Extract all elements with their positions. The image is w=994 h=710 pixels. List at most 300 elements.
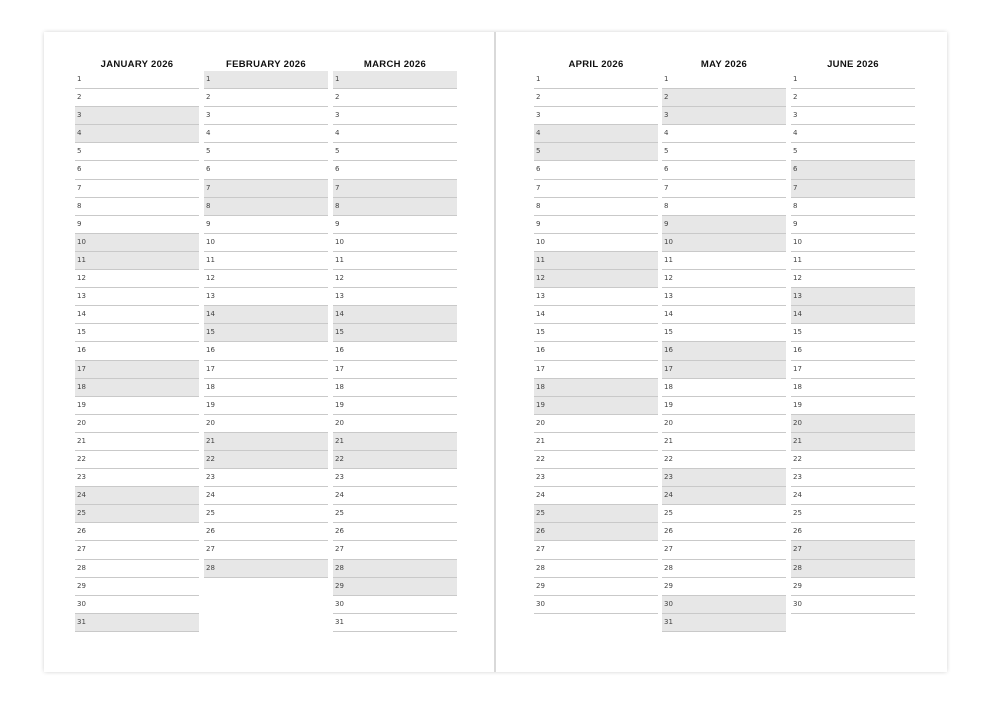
day-row[interactable] (534, 505, 658, 523)
day-number: 14 (206, 310, 215, 319)
day-row[interactable] (791, 89, 915, 107)
day-row[interactable] (333, 198, 457, 216)
day-row[interactable] (534, 306, 658, 324)
day-row[interactable] (534, 198, 658, 216)
day-row[interactable] (204, 379, 328, 397)
day-number: 27 (664, 545, 673, 554)
day-number: 23 (793, 473, 802, 482)
day-number: 1 (206, 75, 211, 83)
day-number: 15 (335, 328, 344, 337)
day-row[interactable] (204, 397, 328, 415)
day-number: 22 (335, 454, 344, 463)
day-row[interactable] (662, 578, 786, 596)
day-row[interactable] (333, 433, 457, 451)
day-row[interactable] (204, 252, 328, 270)
day-number: 30 (793, 599, 802, 608)
day-row[interactable] (75, 125, 199, 143)
day-number: 7 (77, 183, 82, 192)
day-number: 23 (536, 473, 545, 482)
day-row[interactable] (534, 180, 658, 198)
day-list (791, 71, 915, 614)
day-row[interactable] (791, 306, 915, 324)
day-row[interactable] (75, 541, 199, 559)
day-row[interactable] (791, 180, 915, 198)
planner-spread (44, 32, 947, 672)
day-row[interactable] (204, 541, 328, 559)
day-row[interactable] (75, 198, 199, 216)
day-row[interactable] (662, 125, 786, 143)
day-number: 2 (536, 93, 541, 102)
day-row[interactable] (534, 216, 658, 234)
day-row[interactable] (662, 560, 786, 578)
day-row[interactable] (534, 107, 658, 125)
day-row[interactable] (791, 107, 915, 125)
day-number: 28 (77, 563, 86, 572)
day-row[interactable] (662, 252, 786, 270)
day-row[interactable] (75, 306, 199, 324)
day-row[interactable] (534, 487, 658, 505)
day-row[interactable] (333, 397, 457, 415)
day-row[interactable] (662, 397, 786, 415)
day-row[interactable] (204, 560, 328, 578)
day-row[interactable] (534, 161, 658, 179)
day-row[interactable] (791, 596, 915, 614)
day-row[interactable] (333, 216, 457, 234)
day-list (662, 71, 786, 632)
day-row[interactable] (791, 270, 915, 288)
day-row[interactable] (791, 578, 915, 596)
day-number: 19 (793, 400, 802, 409)
day-row[interactable] (333, 288, 457, 306)
day-row[interactable] (662, 451, 786, 469)
day-number: 28 (206, 563, 215, 572)
day-row[interactable] (333, 342, 457, 360)
day-row[interactable] (662, 288, 786, 306)
day-row[interactable] (662, 614, 786, 632)
day-row[interactable] (333, 89, 457, 107)
day-row[interactable] (333, 161, 457, 179)
day-number: 4 (77, 129, 82, 138)
day-number: 20 (664, 418, 673, 427)
day-number: 22 (793, 454, 802, 463)
day-row[interactable] (791, 161, 915, 179)
day-row[interactable] (204, 469, 328, 487)
day-number: 27 (335, 545, 344, 554)
day-row[interactable] (534, 379, 658, 397)
day-number: 7 (206, 183, 211, 192)
day-number: 18 (77, 382, 86, 391)
day-row[interactable] (534, 469, 658, 487)
day-row[interactable] (791, 324, 915, 342)
day-number: 7 (664, 183, 669, 192)
day-number: 11 (335, 255, 344, 264)
day-row[interactable] (333, 125, 457, 143)
day-row[interactable] (333, 143, 457, 161)
day-row[interactable] (662, 198, 786, 216)
day-row[interactable] (791, 487, 915, 505)
day-row[interactable] (333, 324, 457, 342)
day-row[interactable] (534, 252, 658, 270)
day-row[interactable] (662, 107, 786, 125)
day-number: 17 (664, 364, 673, 373)
day-number: 19 (536, 400, 545, 409)
day-number: 20 (793, 418, 802, 427)
day-number: 2 (77, 93, 82, 102)
day-number: 1 (77, 75, 82, 83)
day-row[interactable] (534, 523, 658, 541)
day-row[interactable] (534, 324, 658, 342)
month-title: MARCH 2026 (363, 59, 427, 70)
day-row[interactable] (662, 523, 786, 541)
day-list (204, 71, 328, 578)
day-number: 12 (536, 274, 545, 283)
day-row[interactable] (791, 71, 915, 89)
day-number: 16 (664, 346, 673, 355)
day-row[interactable] (534, 342, 658, 360)
day-row[interactable] (662, 216, 786, 234)
day-row[interactable] (791, 288, 915, 306)
day-row[interactable] (662, 342, 786, 360)
day-number: 26 (335, 527, 344, 536)
day-row[interactable] (534, 71, 658, 89)
day-number: 13 (335, 292, 344, 301)
day-row[interactable] (791, 560, 915, 578)
day-number: 2 (206, 93, 211, 102)
day-number: 15 (793, 328, 802, 337)
day-row[interactable] (333, 306, 457, 324)
day-row[interactable] (333, 541, 457, 559)
day-row[interactable] (662, 89, 786, 107)
day-row[interactable] (204, 487, 328, 505)
day-number: 25 (536, 509, 545, 518)
month-column (791, 58, 915, 614)
day-number: 29 (335, 581, 344, 590)
day-row[interactable] (75, 180, 199, 198)
day-row[interactable] (75, 433, 199, 451)
day-number: 30 (77, 599, 86, 608)
day-row[interactable] (791, 361, 915, 379)
day-row[interactable] (75, 270, 199, 288)
day-number: 3 (536, 111, 541, 120)
day-row[interactable] (333, 180, 457, 198)
day-number: 20 (335, 418, 344, 427)
day-row[interactable] (534, 451, 658, 469)
day-row[interactable] (662, 270, 786, 288)
day-number: 24 (206, 491, 215, 500)
day-number: 9 (77, 219, 82, 228)
day-row[interactable] (333, 252, 457, 270)
day-number: 19 (335, 400, 344, 409)
day-row[interactable] (333, 505, 457, 523)
day-number: 20 (536, 418, 545, 427)
day-number: 21 (793, 436, 802, 445)
day-row[interactable] (534, 541, 658, 559)
day-number: 14 (335, 310, 344, 319)
day-number: 11 (793, 255, 802, 264)
day-row[interactable] (791, 216, 915, 234)
day-row[interactable] (75, 469, 199, 487)
day-number: 22 (536, 454, 545, 463)
day-row[interactable] (791, 252, 915, 270)
day-row[interactable] (662, 469, 786, 487)
day-number: 6 (793, 165, 798, 174)
day-row[interactable] (662, 71, 786, 89)
day-row[interactable] (662, 361, 786, 379)
day-number: 19 (77, 400, 86, 409)
day-row[interactable] (791, 143, 915, 161)
day-row[interactable] (204, 180, 328, 198)
day-row[interactable] (204, 234, 328, 252)
day-number: 6 (664, 165, 669, 174)
day-number: 22 (77, 454, 86, 463)
day-number: 17 (335, 364, 344, 373)
day-row[interactable] (75, 288, 199, 306)
day-number: 5 (664, 147, 669, 156)
day-row[interactable] (75, 71, 199, 89)
day-row[interactable] (75, 451, 199, 469)
day-row[interactable] (534, 578, 658, 596)
day-number: 27 (536, 545, 545, 554)
day-row[interactable] (791, 342, 915, 360)
day-row[interactable] (204, 324, 328, 342)
day-number: 3 (206, 111, 211, 120)
day-row[interactable] (204, 505, 328, 523)
day-row[interactable] (333, 614, 457, 632)
day-row[interactable] (333, 234, 457, 252)
day-row[interactable] (333, 560, 457, 578)
day-row[interactable] (534, 288, 658, 306)
day-row[interactable] (75, 505, 199, 523)
day-row[interactable] (204, 306, 328, 324)
day-row[interactable] (204, 415, 328, 433)
day-row[interactable] (75, 578, 199, 596)
day-row[interactable] (75, 379, 199, 397)
day-row[interactable] (333, 596, 457, 614)
day-row[interactable] (534, 361, 658, 379)
day-number: 8 (77, 201, 82, 210)
day-number: 10 (206, 237, 215, 246)
day-row[interactable] (204, 161, 328, 179)
day-number: 20 (206, 418, 215, 427)
day-row[interactable] (75, 324, 199, 342)
day-number: 23 (335, 473, 344, 482)
day-row[interactable] (204, 270, 328, 288)
day-number: 15 (206, 328, 215, 337)
day-row[interactable] (534, 89, 658, 107)
day-row[interactable] (75, 415, 199, 433)
day-row[interactable] (75, 342, 199, 360)
day-row[interactable] (662, 487, 786, 505)
day-row[interactable] (204, 107, 328, 125)
day-row[interactable] (204, 198, 328, 216)
day-row[interactable] (204, 361, 328, 379)
day-row[interactable] (333, 71, 457, 89)
day-number: 9 (664, 219, 669, 228)
day-row[interactable] (662, 415, 786, 433)
day-number: 18 (206, 382, 215, 391)
day-row[interactable] (662, 161, 786, 179)
right-page (496, 32, 947, 672)
day-number: 30 (536, 599, 545, 608)
day-row[interactable] (204, 342, 328, 360)
day-row[interactable] (204, 433, 328, 451)
day-number: 11 (536, 255, 545, 264)
day-number: 21 (335, 436, 344, 445)
day-number: 26 (664, 527, 673, 536)
day-row[interactable] (75, 614, 199, 632)
day-row[interactable] (791, 523, 915, 541)
day-row[interactable] (791, 433, 915, 451)
day-row[interactable] (75, 107, 199, 125)
day-row[interactable] (791, 125, 915, 143)
day-row[interactable] (333, 578, 457, 596)
day-row[interactable] (534, 415, 658, 433)
day-row[interactable] (791, 397, 915, 415)
day-row[interactable] (791, 198, 915, 216)
day-number: 1 (793, 75, 798, 83)
day-row[interactable] (75, 234, 199, 252)
day-row[interactable] (75, 361, 199, 379)
day-row[interactable] (662, 306, 786, 324)
day-number: 5 (335, 147, 340, 156)
day-number: 6 (206, 165, 211, 174)
day-list (333, 71, 457, 632)
day-row[interactable] (662, 541, 786, 559)
day-row[interactable] (204, 89, 328, 107)
day-number: 25 (77, 509, 86, 518)
day-row[interactable] (791, 379, 915, 397)
day-row[interactable] (75, 143, 199, 161)
day-row[interactable] (333, 379, 457, 397)
day-number: 14 (536, 310, 545, 319)
day-number: 3 (77, 111, 82, 120)
day-number: 5 (77, 147, 82, 156)
day-row[interactable] (662, 324, 786, 342)
day-row[interactable] (333, 270, 457, 288)
day-row[interactable] (791, 234, 915, 252)
day-row[interactable] (75, 161, 199, 179)
day-number: 24 (77, 491, 86, 500)
day-number: 4 (793, 129, 798, 138)
month-column (534, 58, 658, 614)
day-row[interactable] (662, 505, 786, 523)
day-number: 27 (793, 545, 802, 554)
day-number: 17 (793, 364, 802, 373)
day-number: 9 (536, 219, 541, 228)
day-number: 23 (206, 473, 215, 482)
day-row[interactable] (75, 216, 199, 234)
day-row[interactable] (75, 560, 199, 578)
day-number: 3 (664, 111, 669, 120)
day-row[interactable] (534, 270, 658, 288)
day-number: 27 (206, 545, 215, 554)
day-number: 16 (335, 346, 344, 355)
day-row[interactable] (333, 451, 457, 469)
day-row[interactable] (204, 523, 328, 541)
day-row[interactable] (534, 560, 658, 578)
day-number: 25 (206, 509, 215, 518)
day-row[interactable] (75, 89, 199, 107)
day-row[interactable] (333, 523, 457, 541)
day-number: 7 (335, 183, 340, 192)
day-number: 2 (793, 93, 798, 102)
day-row[interactable] (662, 379, 786, 397)
day-number: 26 (77, 527, 86, 536)
day-number: 6 (536, 165, 541, 174)
day-number: 13 (664, 292, 673, 301)
day-row[interactable] (534, 596, 658, 614)
day-number: 11 (664, 255, 673, 264)
day-number: 22 (664, 454, 673, 463)
day-number: 4 (206, 129, 211, 138)
day-row[interactable] (333, 487, 457, 505)
day-row[interactable] (333, 107, 457, 125)
day-number: 7 (793, 183, 798, 192)
day-row[interactable] (662, 433, 786, 451)
day-number: 22 (206, 454, 215, 463)
month-column (75, 58, 199, 632)
day-number: 29 (793, 581, 802, 590)
day-number: 7 (536, 183, 541, 192)
day-number: 1 (335, 75, 340, 83)
day-row[interactable] (791, 451, 915, 469)
day-row[interactable] (791, 469, 915, 487)
day-number: 31 (664, 617, 673, 626)
day-number: 21 (664, 436, 673, 445)
day-row[interactable] (534, 433, 658, 451)
day-number: 8 (206, 201, 211, 210)
day-row[interactable] (791, 505, 915, 523)
day-row[interactable] (662, 596, 786, 614)
day-number: 8 (793, 201, 798, 210)
day-number: 15 (664, 328, 673, 337)
day-row[interactable] (791, 415, 915, 433)
day-number: 25 (793, 509, 802, 518)
day-row[interactable] (534, 234, 658, 252)
day-row[interactable] (75, 596, 199, 614)
day-row[interactable] (75, 487, 199, 505)
day-row[interactable] (204, 288, 328, 306)
day-row[interactable] (75, 252, 199, 270)
day-row[interactable] (534, 125, 658, 143)
day-row[interactable] (204, 216, 328, 234)
day-list (75, 71, 199, 632)
day-row[interactable] (333, 361, 457, 379)
day-number: 26 (536, 527, 545, 536)
day-row[interactable] (534, 397, 658, 415)
day-number: 24 (536, 491, 545, 500)
day-number: 4 (664, 129, 669, 138)
day-row[interactable] (333, 469, 457, 487)
day-row[interactable] (204, 143, 328, 161)
day-row[interactable] (333, 415, 457, 433)
day-number: 28 (793, 563, 802, 572)
day-row[interactable] (204, 125, 328, 143)
day-number: 11 (206, 255, 215, 264)
day-row[interactable] (662, 234, 786, 252)
day-row[interactable] (534, 143, 658, 161)
day-row[interactable] (662, 143, 786, 161)
day-row[interactable] (662, 180, 786, 198)
day-number: 12 (206, 274, 215, 283)
day-row[interactable] (204, 451, 328, 469)
day-row[interactable] (204, 71, 328, 89)
day-number: 14 (77, 310, 86, 319)
day-number: 11 (77, 255, 86, 264)
day-row[interactable] (791, 541, 915, 559)
day-row[interactable] (75, 397, 199, 415)
day-row[interactable] (75, 523, 199, 541)
